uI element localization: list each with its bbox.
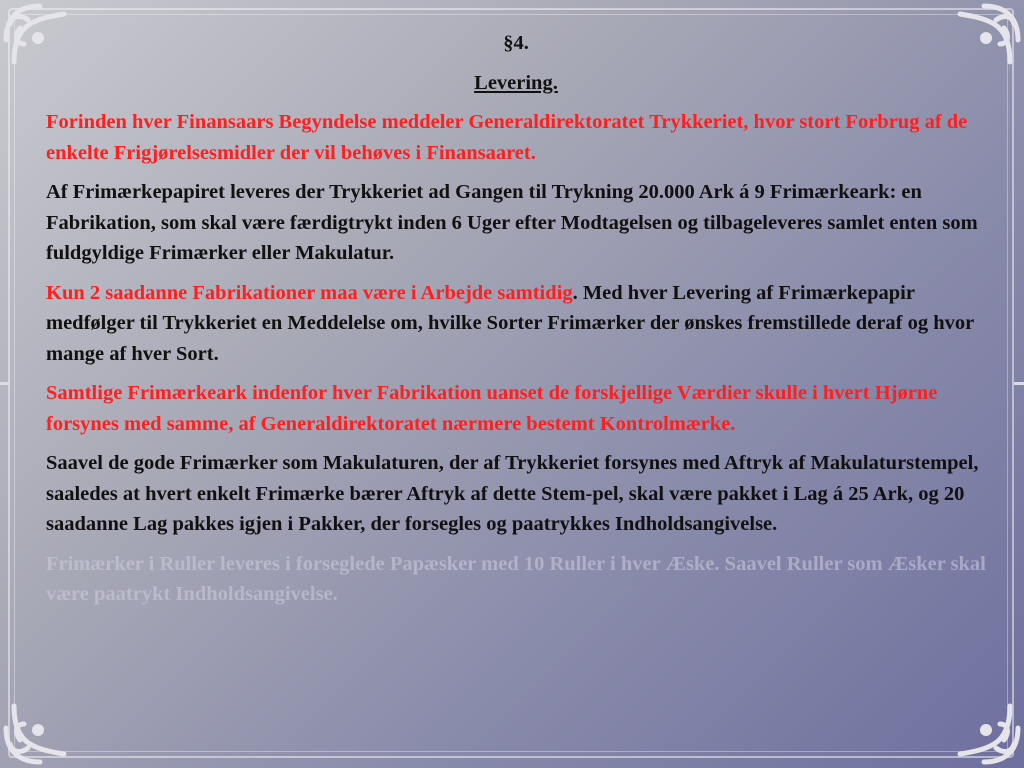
- paragraph-3-highlight: Kun 2 saadanne Fabrikationer maa være i Arbejde samtidig: [46, 281, 573, 304]
- section-number: §4.: [503, 32, 529, 54]
- corner-ornament-bottom-right: [954, 698, 1024, 768]
- paragraph-5: [46, 448, 986, 540]
- paragraph-1-highlight: Forinden hver Finansaars Begyndelse meddeler Generaldirektoratet Trykkeriet, hvor stort Forbrug af de enkelte Frigjørelsesmidler der vil behøves i Finansaaret.: [46, 111, 968, 164]
- paragraph-2-text: Af Frimærkepapiret leveres der Trykkeriet ad Gangen til Trykning 20.000 Ark á 9 Frimærkeark: en Fabrikation, som skal være færdigtrykt inden 6 Uger efter Modtagelsen og tilbageleveres samlet enten som fuldgyldige Frimærker eller Makulatur.: [46, 181, 978, 264]
- section-title: Levering.: [474, 71, 558, 94]
- slide-content: [46, 28, 986, 610]
- paragraph-6: [46, 549, 986, 610]
- paragraph-4: [46, 378, 986, 439]
- paragraph-4-highlight: Samtlige Frimærkeark indenfor hver Fabrikation uanset de forskjellige Værdier skulle i hvert Hjørne forsynes med samme, af Generaldirektoratet nærmere bestemt Kontrolmærke.: [46, 382, 938, 435]
- right-frame-tick: [1014, 382, 1024, 385]
- corner-ornament-bottom-left: [0, 698, 70, 768]
- paragraph-2: [46, 177, 986, 269]
- paragraph-5-text: Saavel de gode Frimærker som Makulaturen, der af Trykkeriet forsynes med Aftryk af Makulaturstempel, saaledes at hvert enkelt Frimærke bærer Aftryk af dette Stem-pel, skal være pakket i Lag á 25 Ark, og 20 saadanne Lag pakkes igjen i Pakker, der forsegles og paatrykkes Indholdsangivelse.: [46, 452, 979, 535]
- paragraph-3-text: . Med hver Levering af Frimærkepapir medfølger til Trykkeriet en Meddelelse om, hvilke Sorter Frimærker der ønskes fremstillede deraf og hvor mange af hver Sort.: [46, 281, 974, 365]
- paragraph-6-faded-text: Frimærker i Ruller leveres i forseglede Papæsker med 10 Ruller i hver Æske. Saavel Ruller som Æsker skal være paatrykt Indholdsangivelse.: [46, 552, 986, 605]
- paragraph-1: [46, 107, 986, 168]
- paragraph-3: [46, 278, 986, 370]
- left-frame-tick: [0, 382, 10, 385]
